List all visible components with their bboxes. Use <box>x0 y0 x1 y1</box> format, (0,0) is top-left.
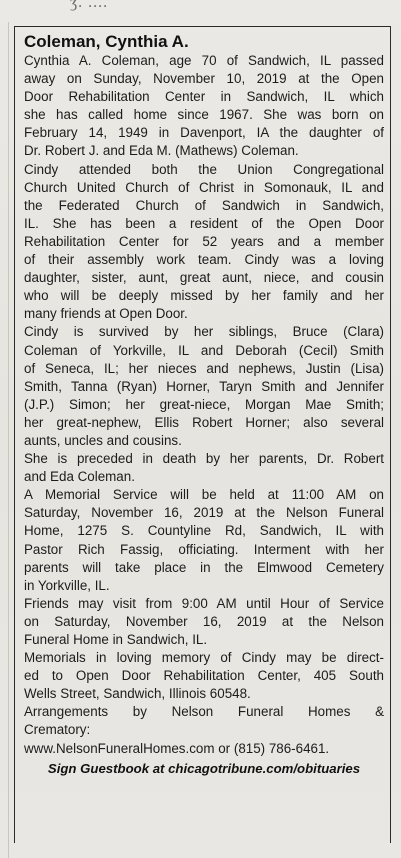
text-line: daughter, sister, aunt, great aunt, niece, and cousin <box>24 270 384 286</box>
text-line: Door Rehabilitation Center in Sandwich, IL which <box>24 89 384 105</box>
obituary-paragraph <box>24 703 384 757</box>
text-line: Saturday, November 16, 2019 at the Nelson Funeral <box>24 505 384 521</box>
text-line: on Saturday, November 16, 2019 at the Nelson <box>24 613 384 629</box>
obituary-paragraph <box>24 595 384 649</box>
obituary-paragraph <box>24 649 384 703</box>
obituary-body <box>24 52 384 758</box>
text-line: many friends at Open Door. <box>24 306 188 322</box>
text-line: she has called home since 1967. She was born on <box>24 107 384 123</box>
text-line: Cindy attended both the Union Congregational <box>24 161 384 177</box>
text-line: Dr. Robert J. and Eda M. (Mathews) Coleman. <box>24 143 299 159</box>
text-line: Memorials in loving memory of Cindy may be direct- <box>24 650 384 666</box>
text-line: who will be deeply missed by her family and her <box>24 288 384 304</box>
text-line: A Memorial Service will be held at 11:00 AM on <box>24 487 384 503</box>
text-line: ed to Open Door Rehabilitation Center, 405 South <box>24 668 384 684</box>
text-line: Smith, Tanna (Ryan) Horner, Taryn Smith and Jennifer <box>24 378 384 394</box>
text-line: IL. She has been a resident of the Open Door <box>24 215 384 231</box>
text-line: aunts, uncles and cousins. <box>24 432 182 448</box>
text-line: of their assembly work team. Cindy was a loving <box>24 252 384 268</box>
text-line: Pastor Rich Fassig, officiating. Interment with her <box>24 541 384 557</box>
obituary-name: Coleman, Cynthia A. <box>24 32 189 51</box>
obituary-paragraph <box>24 323 384 450</box>
text-line: February 14, 1949 in Davenport, IA the daughter of <box>24 125 384 141</box>
text-line: Funeral Home in Sandwich, IL. <box>24 632 208 647</box>
top-text-fragment: ʒ. .... <box>70 0 109 11</box>
obituary-paragraph <box>24 450 384 486</box>
text-line: Rehabilitation Center for 52 years and a member <box>24 233 384 249</box>
text-line: Cynthia A. Coleman, age 70 of Sandwich, IL passed <box>24 53 384 68</box>
text-line: Crematory: <box>24 722 91 738</box>
text-line: www.NelsonFuneralHomes.com or (815) 786-6461. <box>24 740 330 756</box>
text-line: of Seneca, IL; her nieces and nephews, Justin (Lisa) <box>24 360 384 376</box>
obituary-article <box>24 32 384 778</box>
text-line: Coleman of Yorkville, IL and Deborah (Cecil) Smith <box>24 342 384 358</box>
text-line: parents will take place in the Elmwood Cemetery <box>24 559 384 575</box>
text-line: her great-nephew, Ellis Robert Horner; also several <box>24 414 384 430</box>
text-line: Home, 1275 S. Countyline Rd, Sandwich, IL with <box>24 523 384 539</box>
obituary-paragraph <box>24 52 384 161</box>
guestbook-line: Sign Guestbook at chicagotribune.com/obituaries <box>47 760 361 776</box>
text-line: Wells Street, Sandwich, Illinois 60548. <box>24 686 251 702</box>
text-line: Arrangements by Nelson Funeral Homes & <box>24 704 384 720</box>
text-line: the Federated Church of Sandwich in Sandwich, <box>24 197 384 213</box>
text-line: Friends may visit from 9:00 AM until Hour of Service <box>24 595 384 611</box>
obituary-paragraph <box>24 486 384 595</box>
text-line: She is preceded in death by her parents, Dr. Robert <box>24 451 384 467</box>
text-line: Church United Church of Christ in Somonauk, IL and <box>24 179 384 195</box>
column-divider-left <box>8 22 9 858</box>
text-line: Cindy is survived by her siblings, Bruce (Clara) <box>24 324 384 340</box>
text-line: in Yorkville, IL. <box>24 577 110 593</box>
text-line: (J.P.) Simon; her great-niece, Morgan Mae Smith; <box>24 396 384 412</box>
text-line: away on Sunday, November 10, 2019 at the Open <box>24 71 384 87</box>
text-line: and Eda Coleman. <box>24 469 135 485</box>
obituary-paragraph <box>24 161 384 324</box>
